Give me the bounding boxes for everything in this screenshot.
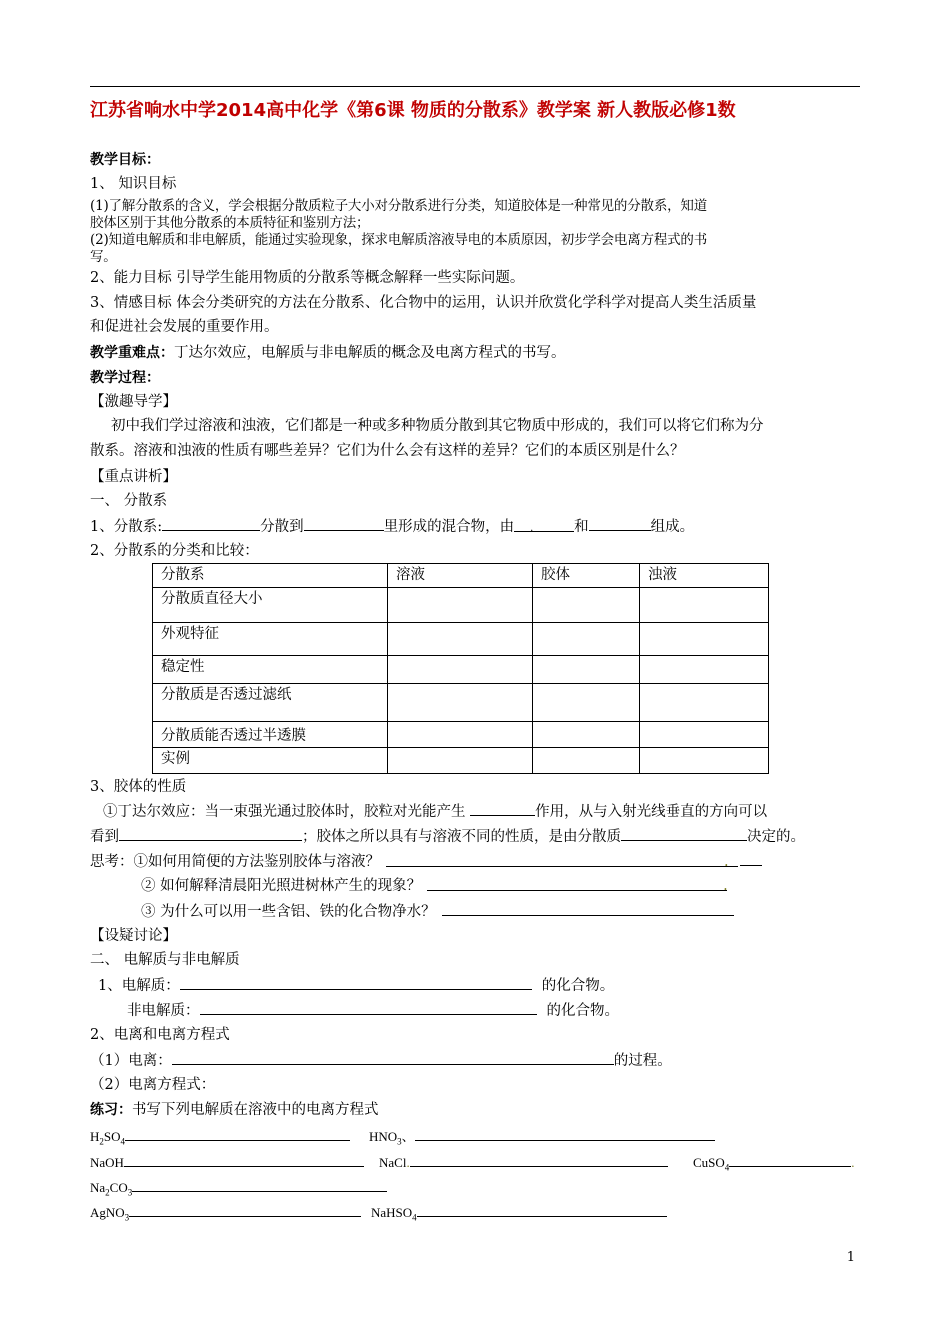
ionization-label: （1）电离： (90, 1053, 172, 1069)
table-cell (640, 684, 769, 722)
formula-agno3 (90, 1203, 361, 1228)
table-row (153, 656, 769, 684)
discussion-heading: 【设疑讨论】 (90, 928, 177, 944)
blank-ionization (172, 1050, 614, 1065)
table-cell (388, 623, 533, 656)
blank-h2so4 (125, 1128, 350, 1141)
table-cell (533, 588, 640, 623)
blank-tyndall-1 (470, 801, 535, 816)
na2co3-sub: 2 (105, 1187, 110, 1198)
nacl-part: NaCl (379, 1155, 407, 1170)
hno3-part: HNO (369, 1129, 398, 1144)
table-row-label: 稳定性 (153, 656, 388, 684)
table-cell (533, 623, 640, 656)
electrolyte-suffix: 的化合物。 (541, 978, 615, 994)
table-cell (640, 623, 769, 656)
blank-electrolyte (180, 975, 532, 990)
ionization-equation-label: （2）电离方程式： (90, 1077, 216, 1093)
table-row (153, 623, 769, 656)
table-cell (388, 722, 533, 748)
naoh-part: NaOH (90, 1155, 124, 1170)
table-cell (388, 588, 533, 623)
na2co3-part: CO (109, 1180, 128, 1195)
agno3-sub: 3 (124, 1212, 130, 1223)
h2so4-sub: 2 (99, 1136, 104, 1147)
intro-line-2: 散系。溶液和浊液的性质有哪些差异？它们为什么会有这样的差异？它们的本质区别是什么？ (90, 443, 685, 459)
h2so4-sub: 4 (120, 1136, 126, 1147)
table-header-row (153, 564, 769, 588)
dispersion-definition (90, 516, 694, 537)
h2so4-part: H (90, 1129, 100, 1144)
blank-non-electrolyte (200, 1000, 537, 1015)
key-points (90, 343, 566, 363)
nahso4-part: NaHSO (371, 1205, 413, 1220)
tyndall-line-2 (90, 826, 805, 847)
practice-text: 书写下列电解质在溶液中的电离方程式 (132, 1102, 379, 1118)
def-part-d: 和 (574, 519, 589, 535)
table-row-label: 分散质能否透过半透膜 (153, 722, 388, 748)
table-cell (533, 684, 640, 722)
table-header-cell: 浊液 (640, 564, 769, 588)
process-label: 教学过程： (90, 370, 160, 386)
objectives-heading: 教学目标： (90, 152, 160, 168)
table-cell (640, 748, 769, 774)
key-points-text: 丁达尔效应，电解质与非电解质的概念及电离方程式的书写。 (174, 345, 566, 361)
table-cell (533, 722, 640, 748)
ability-objective: 2、能力目标 引导学生能用物质的分散系等概念解释一些实际问题。 (90, 270, 525, 286)
hno3-tail: 、 (401, 1129, 415, 1144)
table-header-cell: 溶液 (388, 564, 533, 588)
knowledge-item-1-line-2: 胶体区别于其他分散系的本质特征和鉴别方法； (90, 215, 370, 231)
hno3-sub: 3 (397, 1136, 402, 1147)
practice-label: 练习： (90, 1102, 132, 1118)
non-electrolyte-suffix: 的化合物。 (546, 1003, 619, 1019)
formula-na2co3 (90, 1178, 387, 1203)
blank-q1 (386, 852, 738, 870)
table-row (153, 722, 769, 748)
blank-naoh (124, 1154, 364, 1167)
blank-2 (304, 516, 384, 531)
blank-hno3 (415, 1128, 715, 1141)
blank-3 (514, 517, 574, 532)
def-part-c: 里形成的混合物，由 (383, 519, 515, 535)
knowledge-item-2-line-2: 写。 (90, 249, 117, 265)
cuso4-part: CuSO (693, 1155, 725, 1170)
think-label: 思考： (90, 854, 134, 870)
blank-q2 (427, 876, 728, 894)
table-cell (640, 588, 769, 623)
blank-na2co3 (132, 1179, 387, 1192)
think-q1 (90, 851, 762, 872)
intro-line-1: 初中我们学过溶液和浊液，它们都是一种或多种物质分散到其它物质中形成的，我们可以将它们称为分 (111, 418, 764, 434)
top-rule (90, 86, 860, 87)
tyndall-part-3: 看到 (90, 829, 119, 845)
classification-title: 2、分散系的分类和比较： (90, 543, 259, 559)
table-row-label: 外观特征 (153, 623, 388, 656)
electrolyte-line (98, 975, 614, 996)
analysis-heading: 【重点讲析】 (90, 469, 177, 485)
page-number: 1 (846, 1250, 855, 1265)
table-cell (640, 722, 769, 748)
table-cell (388, 748, 533, 774)
tyndall-part-4: ；胶体之所以具有与溶液不同的性质，是由分散质 (302, 829, 621, 845)
emotion-objective-line-2: 和促进社会发展的重要作用。 (90, 319, 279, 335)
dispersion-comparison-table (152, 563, 769, 774)
def-part-b: 分散到 (260, 519, 304, 535)
intro-heading: 【激趣导学】 (90, 394, 177, 410)
table-row (153, 748, 769, 774)
formula-h2so4 (90, 1127, 350, 1152)
def-part-e: 组成。 (650, 519, 695, 535)
table-header-cell: 分散系 (153, 564, 388, 588)
formula-cuso4 (693, 1153, 855, 1178)
table-row (153, 684, 769, 722)
think-q2 (141, 876, 727, 896)
question-1: ①如何用简便的方法鉴别胶体与溶液？ (133, 854, 380, 870)
blank-4 (589, 516, 651, 531)
blank-q3 (442, 901, 734, 916)
blank-cuso4 (729, 1154, 851, 1167)
cuso4-dot: . (851, 1155, 855, 1170)
blank-nacl (410, 1154, 668, 1167)
formula-hno3 (369, 1127, 715, 1152)
think-q3 (141, 901, 734, 922)
ionization-title: 2、电离和电离方程式 (90, 1027, 230, 1043)
formula-nahso4 (371, 1203, 667, 1228)
ionization-line (90, 1050, 672, 1071)
table-cell (533, 748, 640, 774)
emotion-objective-line-1: 3、情感目标 体会分类研究的方法在分散系、化合物中的运用，认识并欣赏化学科学对提高人类生活质量 (90, 295, 757, 311)
blank-q1-tail (740, 851, 762, 866)
colloid-heading: 3、胶体的性质 (90, 779, 187, 795)
h2so4-part: SO (103, 1129, 121, 1144)
non-electrolyte-line (127, 1000, 619, 1021)
blank-agno3 (129, 1204, 361, 1217)
table-row-label: 分散质直径大小 (153, 588, 388, 623)
blank-q2-dot: . (723, 878, 728, 894)
blank-nahso4 (417, 1204, 667, 1217)
na2co3-sub: 3 (127, 1187, 133, 1198)
electrolyte-label: 1、电解质： (98, 978, 180, 994)
table-cell (388, 684, 533, 722)
tyndall-part-5: 决定的。 (747, 829, 805, 845)
section-1-title: 一、 分散系 (90, 493, 168, 509)
question-3: ③ 为什么可以用一些含铝、铁的化合物净水？ (141, 904, 436, 920)
table-header-cell: 胶体 (533, 564, 640, 588)
agno3-part: AgNO (90, 1205, 125, 1220)
na2co3-part: Na (90, 1180, 106, 1195)
formula-naoh (90, 1153, 364, 1173)
table-cell (640, 656, 769, 684)
table-cell (533, 656, 640, 684)
cuso4-sub: 4 (724, 1162, 730, 1173)
table-row-label: 实例 (153, 748, 388, 774)
def-part-a: 1、分散系: (90, 519, 163, 535)
formula-nacl (379, 1153, 668, 1173)
tyndall-part-2: 作用，从与入射光线垂直的方向可以 (535, 804, 768, 820)
document-title: 江苏省响水中学2014高中化学《第6课 物质的分散系》教学案 新人教版必修1数 (90, 100, 736, 121)
question-2: ② 如何解释清晨阳光照进树林产生的现象？ (141, 878, 422, 894)
blank-q1-dot: . (724, 854, 729, 870)
section-2-title: 二、 电解质与非电解质 (90, 952, 240, 968)
practice (90, 1100, 379, 1120)
ionization-suffix: 的过程。 (613, 1053, 672, 1069)
blank-1 (162, 516, 260, 531)
blank-3-dot: . (530, 523, 534, 534)
nahso4-sub: 4 (412, 1212, 417, 1223)
table-cell (388, 656, 533, 684)
non-electrolyte-label: 非电解质： (127, 1003, 200, 1019)
blank-tyndall-3 (621, 826, 747, 841)
nacl-dot: . (406, 1155, 410, 1170)
key-points-label: 教学重难点： (90, 345, 174, 361)
blank-tyndall-2 (119, 826, 302, 841)
knowledge-objective-title: 1、 知识目标 (90, 176, 177, 192)
table-row-label: 分散质是否透过滤纸 (153, 684, 388, 722)
tyndall-line-1 (103, 801, 767, 822)
knowledge-item-2-line-1: (2)知道电解质和非电解质，能通过实验现象，探求电解质溶液导电的本质原因，初步学会电离方程式的书 (90, 232, 708, 248)
knowledge-item-1-line-1: (1)了解分散系的含义，学会根据分散质粒子大小对分散系进行分类，知道胶体是一种常见的分散系，知道 (90, 198, 708, 214)
tyndall-part-1: ①丁达尔效应：当一束强光通过胶体时，胶粒对光能产生 (103, 804, 471, 820)
table-row (153, 588, 769, 623)
